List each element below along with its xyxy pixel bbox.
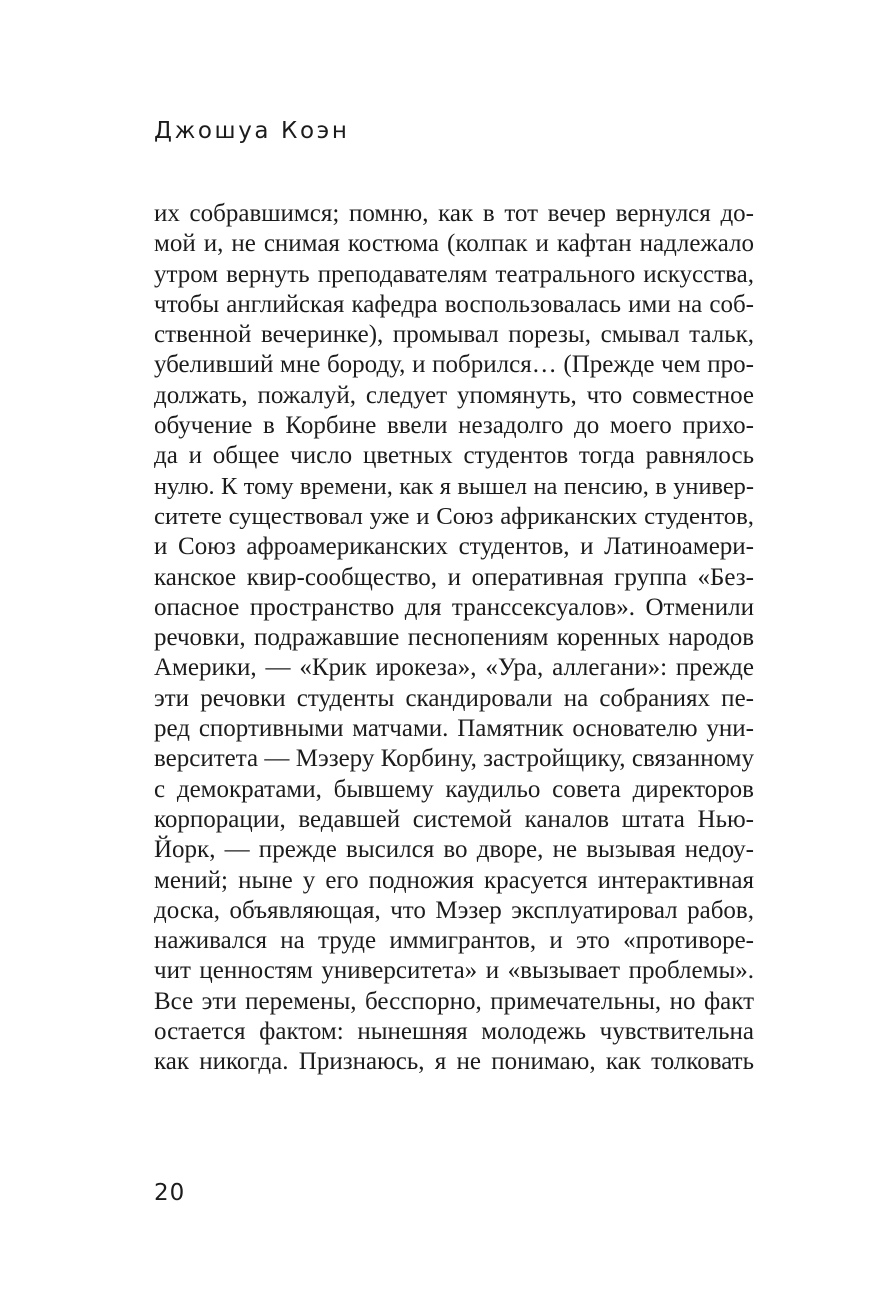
text-line: утром вернуть преподавателям театрального искусства, xyxy=(154,260,754,288)
text-line: речовки, подражавшие песнопениям коренных народов xyxy=(154,624,754,652)
text-line: мой и, не снимая костюма (колпак и кафтан надлежало xyxy=(154,230,754,258)
text-line: канское квир-сообщество, и оперативная группа «Без- xyxy=(154,563,754,591)
text-line: нулю. К тому времени, как я вышел на пенсию, в универ- xyxy=(154,472,754,500)
text-line: остается фактом: нынешняя молодежь чувствительна xyxy=(154,1018,754,1046)
text-line: эти речовки студенты скандировали на собраниях пе- xyxy=(154,684,754,712)
text-line: корпорации, ведавшей системой каналов штата Нью- xyxy=(154,805,754,833)
page-number: 20 xyxy=(154,1180,186,1206)
text-line: Йорк, — прежде высился во дворе, не вызывая недоу- xyxy=(154,836,754,864)
text-line: да и общее число цветных студентов тогда равнялось xyxy=(154,442,754,470)
text-line: убеливший мне бороду, и побрился… (Прежде чем про- xyxy=(154,351,754,379)
text-line: и Союз афроамериканских студентов, и Латиноамери- xyxy=(154,533,754,561)
text-line: должать, пожалуй, следует упомянуть, что совместное xyxy=(154,381,754,409)
text-line: Америки, — «Крик ирокеза», «Ура, аллегани»: прежде xyxy=(154,654,754,682)
text-line: Все эти перемены, бесспорно, примечательны, но факт xyxy=(154,987,754,1015)
body-paragraph xyxy=(154,199,754,1078)
text-line: их собравшимся; помню, как в тот вечер вернулся до- xyxy=(154,200,754,227)
text-line: как никогда. Признаюсь, я не понимаю, как толковать xyxy=(154,1048,754,1076)
text-line: ситете существовал уже и Союз африканских студентов, xyxy=(154,502,754,530)
text-line: ственной вечеринке), промывал порезы, смывал тальк, xyxy=(154,321,754,349)
text-line: обучение в Корбине ввели незадолго до моего прихо- xyxy=(154,412,754,440)
text-line: ред спортивными матчами. Памятник основателю уни- xyxy=(154,715,754,743)
text-line: опасное пространство для транссексуалов». Отменили xyxy=(154,593,754,621)
text-line: доска, объявляющая, что Мэзер эксплуатировал рабов, xyxy=(154,896,754,924)
running-head-author: Джошуа Коэн xyxy=(154,118,350,144)
text-line: чтобы английская кафедра воспользовалась ими на соб- xyxy=(154,290,754,318)
text-line: наживался на труде иммигрантов, и это «противоре- xyxy=(154,927,754,955)
text-line: чит ценностям университета» и «вызывает проблемы». xyxy=(154,957,754,985)
text-line: с демократами, бывшему каудильо совета директоров xyxy=(154,775,754,803)
text-line: мений; ныне у его подножия красуется интерактивная xyxy=(154,866,754,894)
text-line: верситета — Мэзеру Корбину, застройщику, связанному xyxy=(154,745,754,773)
